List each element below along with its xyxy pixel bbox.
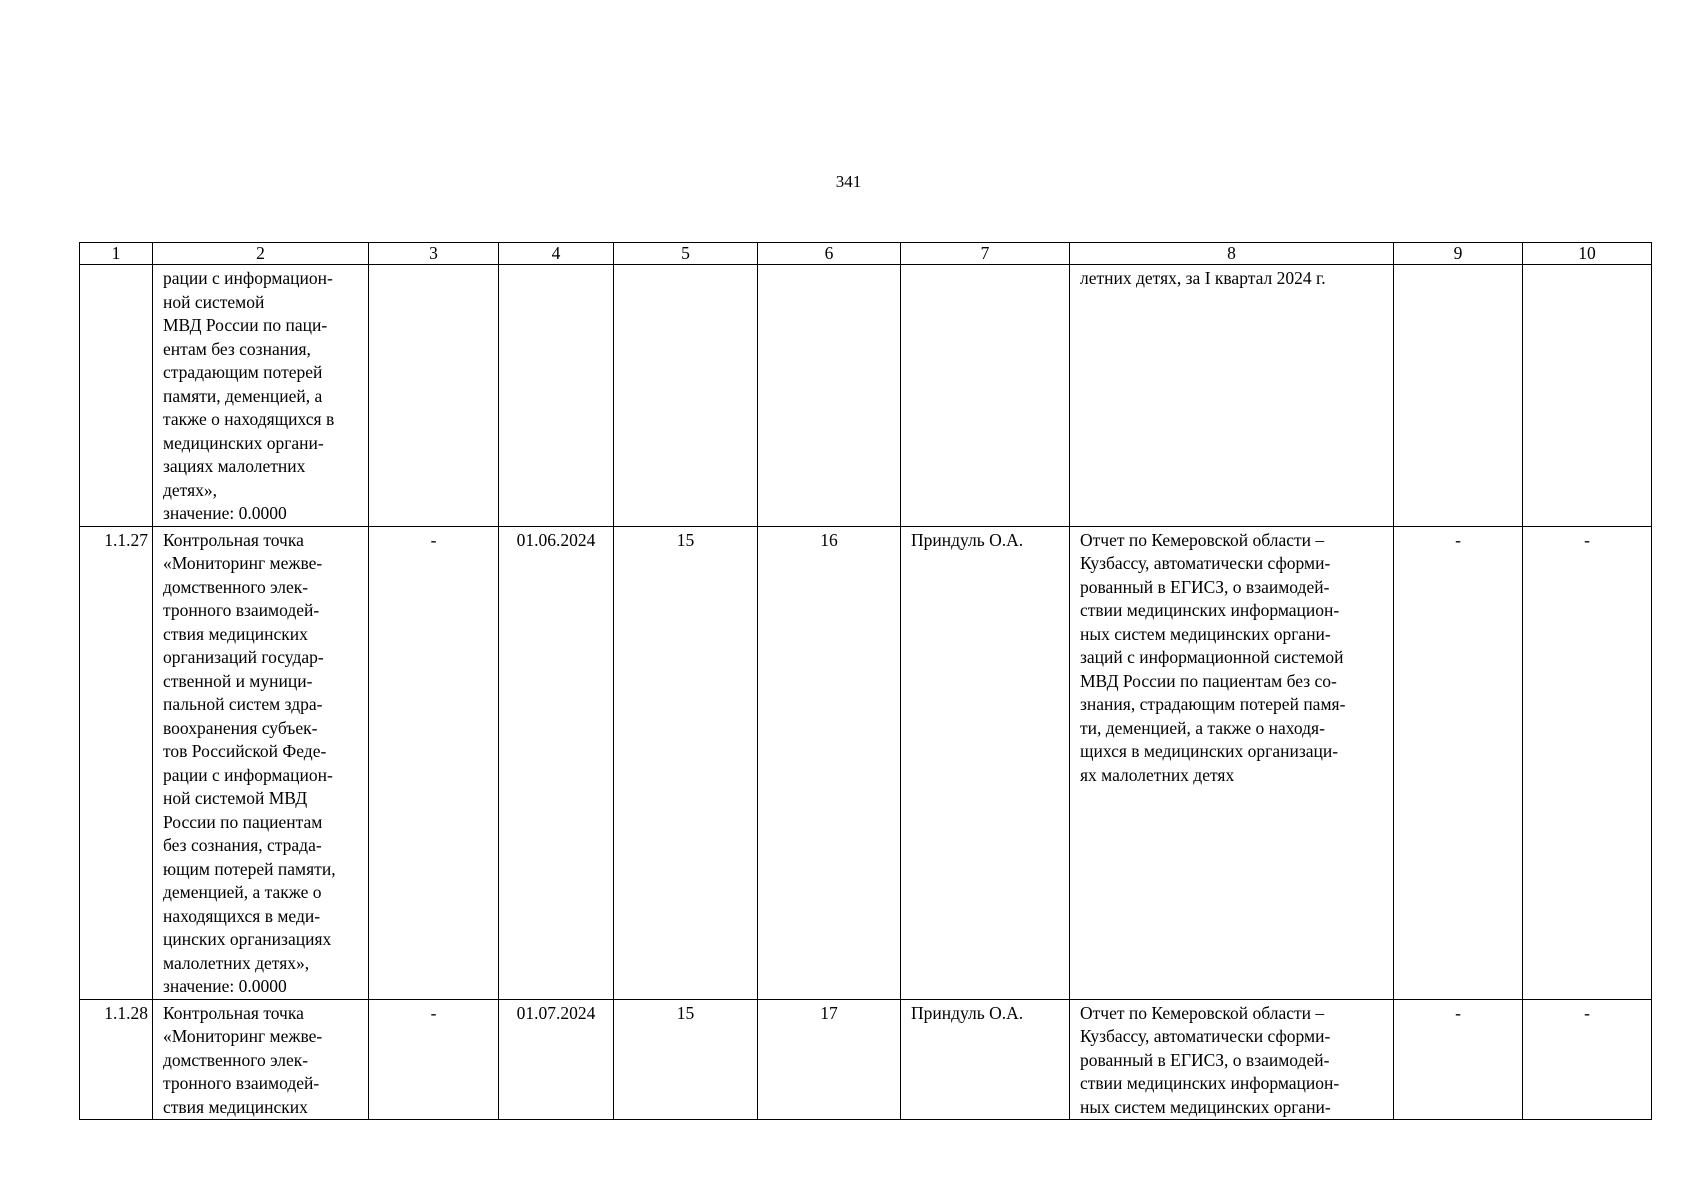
column-header: 3 [369, 243, 499, 265]
column-3-cell [369, 265, 499, 527]
responsible-cell: Приндуль О.А. [901, 526, 1070, 999]
column-5-cell: 15 [614, 526, 758, 999]
event-name-cell: рации с информацион- ной системой МВД России по паци- ентам без сознания, страдающим потерей памяти, деменцией, а также о находящихся в медицинских органи- зациях малолетних детях», значение: 0.0000 [153, 265, 369, 527]
date-cell: 01.06.2024 [499, 526, 614, 999]
event-name-cell: Контрольная точка «Мониторинг межве- домственного элек- тронного взаимодей- ствия медицинских [153, 999, 369, 1120]
plan-table [79, 242, 1652, 1120]
column-9-cell: - [1394, 526, 1523, 999]
column-5-cell [614, 265, 758, 527]
column-header: 4 [499, 243, 614, 265]
row-number-cell: 1.1.28 [80, 999, 153, 1120]
column-header: 9 [1394, 243, 1523, 265]
column-header: 1 [80, 243, 153, 265]
table-header-row [80, 243, 1652, 265]
column-3-cell: - [369, 526, 499, 999]
column-6-cell [758, 265, 901, 527]
row-number-cell: 1.1.27 [80, 526, 153, 999]
table-row [80, 999, 1652, 1120]
result-document-cell: Отчет по Кемеровской области – Кузбассу, автоматически сформи- рованный в ЕГИСЗ, о взаимодей- ствии медицинских информацион- ных систем медицинских органи- заций с информационной системой МВД России по пациентам без со- знания, страдающим потерей памя- ти, деменцией, а также о находя- щихся в медицинских организаци- ях малолетних детях [1070, 526, 1394, 999]
column-header: 2 [153, 243, 369, 265]
date-cell: 01.07.2024 [499, 999, 614, 1120]
column-5-cell: 15 [614, 999, 758, 1120]
column-6-cell: 16 [758, 526, 901, 999]
table-row [80, 265, 1652, 527]
column-6-cell: 17 [758, 999, 901, 1120]
column-3-cell: - [369, 999, 499, 1120]
column-header: 7 [901, 243, 1070, 265]
responsible-cell [901, 265, 1070, 527]
row-number-cell [80, 265, 153, 527]
date-cell [499, 265, 614, 527]
column-9-cell: - [1394, 999, 1523, 1120]
result-document-cell: летних детях, за I квартал 2024 г. [1070, 265, 1394, 527]
responsible-cell: Приндуль О.А. [901, 999, 1070, 1120]
column-header: 6 [758, 243, 901, 265]
table-row [80, 526, 1652, 999]
column-header: 10 [1523, 243, 1652, 265]
column-10-cell [1523, 265, 1652, 527]
column-9-cell [1394, 265, 1523, 527]
page-number: 341 [835, 172, 862, 191]
column-10-cell: - [1523, 526, 1652, 999]
column-header: 5 [614, 243, 758, 265]
result-document-cell: Отчет по Кемеровской области – Кузбассу, автоматически сформи- рованный в ЕГИСЗ, о взаимодей- ствии медицинских информацион- ных систем медицинских органи- [1070, 999, 1394, 1120]
event-name-cell: Контрольная точка «Мониторинг межве- домственного элек- тронного взаимодей- ствия медицинских организаций государ- ственной и муници- пальной систем здра- воохранения субъек- тов Российской Феде- рации с информацион- ной системой МВД России по пациентам без сознания, страда- ющим потерей памяти, деменцией, а также о находящихся в меди- цинских организациях малолетних детях», значение: 0.0000 [153, 526, 369, 999]
column-10-cell: - [1523, 999, 1652, 1120]
column-header: 8 [1070, 243, 1394, 265]
